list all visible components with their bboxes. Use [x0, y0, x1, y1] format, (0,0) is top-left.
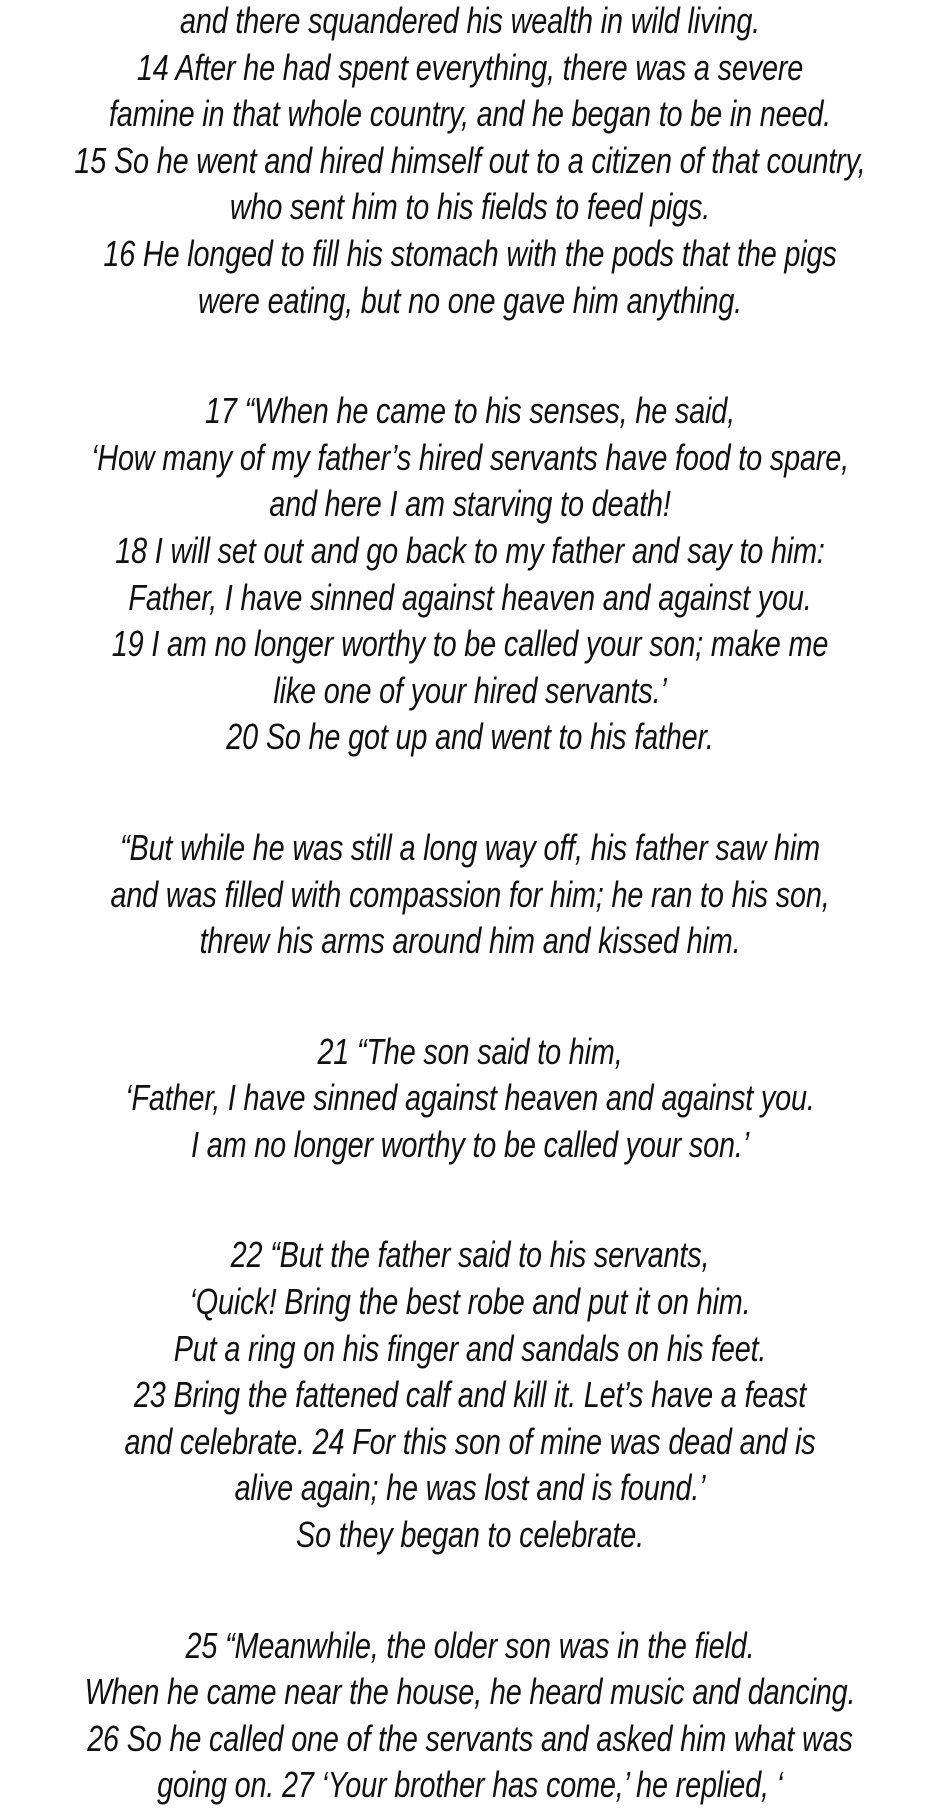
- scripture-line: 16 He longed to fill his stomach with the pods that the pigs: [103, 232, 837, 274]
- scripture-paragraph: [0, 1623, 940, 1809]
- scripture-paragraph: [0, 825, 940, 965]
- scripture-line: When he came near the house, he heard music and dancing.: [84, 1671, 856, 1713]
- scripture-line: like one of your hired servants.’: [273, 669, 667, 711]
- scripture-line: going on. 27 ‘Your brother has come,’ he replied, ‘: [157, 1764, 783, 1806]
- scripture-line: I am no longer worthy to be called your son.’: [191, 1123, 749, 1165]
- scripture-line: and was filled with compassion for him; he ran to his son,: [110, 873, 830, 915]
- scripture-line: 18 I will set out and go back to my father and say to him:: [115, 529, 825, 571]
- scripture-line: 17 “When he came to his senses, he said,: [205, 390, 735, 432]
- scripture-line: Put a ring on his finger and sandals on his feet.: [173, 1327, 767, 1369]
- scripture-line: were eating, but no one gave him anything.: [197, 279, 743, 321]
- scripture-line: and there squandered his wealth in wild living.: [179, 0, 761, 41]
- scripture-line: threw his arms around him and kissed him.: [199, 920, 741, 962]
- scripture-line: ‘How many of my father’s hired servants have food to spare,: [91, 436, 849, 478]
- scripture-line: famine in that whole country, and he began to be in need.: [108, 93, 832, 135]
- scripture-paragraph: [0, 1029, 940, 1169]
- scripture-line: 26 So he called one of the servants and asked him what was: [87, 1717, 853, 1759]
- scripture-line: who sent him to his fields to feed pigs.: [229, 186, 711, 228]
- scripture-line: 22 “But the father said to his servants,: [230, 1234, 710, 1276]
- scripture-paragraph: [0, 388, 940, 761]
- scripture-line: Father, I have sinned against heaven and against you.: [128, 576, 812, 618]
- scripture-line: 23 Bring the fattened calf and kill it. Let’s have a feast: [133, 1374, 807, 1416]
- scripture-line: 15 So he went and hired himself out to a citizen of that country,: [74, 139, 866, 181]
- scripture-paragraph: [0, 1232, 940, 1558]
- scripture-line: 25 “Meanwhile, the older son was in the field.: [185, 1624, 755, 1666]
- scripture-line: 19 I am no longer worthy to be called your son; make me: [111, 623, 829, 665]
- scripture-line: So they began to celebrate.: [296, 1514, 644, 1556]
- scripture-line: “But while he was still a long way off, his father saw him: [120, 826, 820, 868]
- scripture-line: 21 “The son said to him,: [317, 1030, 623, 1072]
- scripture-line: and celebrate. 24 For this son of mine was dead and is: [124, 1420, 816, 1462]
- scripture-line: ‘Father, I have sinned against heaven and against you.: [125, 1077, 815, 1119]
- scripture-line: 14 After he had spent everything, there was a severe: [136, 46, 804, 88]
- scripture-line: ‘Quick! Bring the best robe and put it on him.: [189, 1281, 751, 1323]
- scripture-line: alive again; he was lost and is found.’: [234, 1467, 706, 1509]
- scripture-line: and here I am starving to death!: [269, 483, 671, 525]
- scripture-line: 20 So he got up and went to his father.: [226, 716, 714, 758]
- scripture-paragraph: [0, 0, 940, 324]
